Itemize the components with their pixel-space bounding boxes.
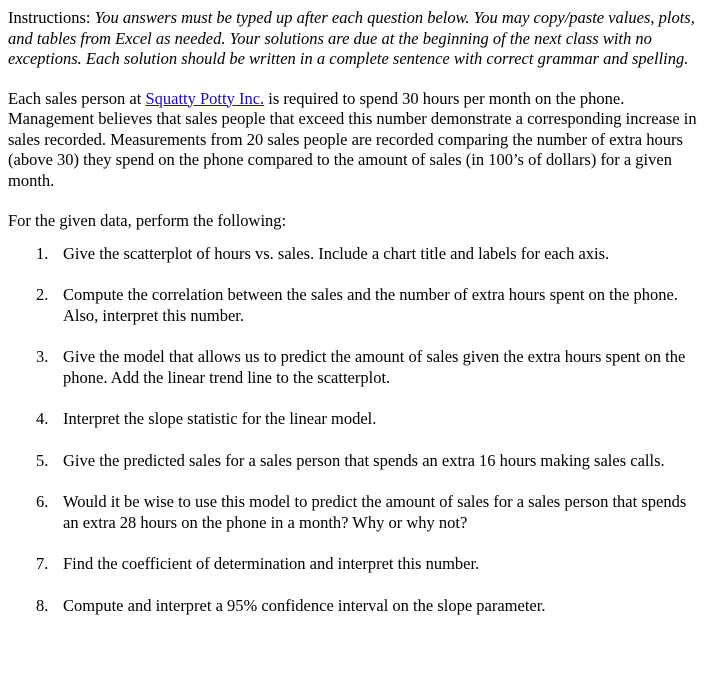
question-item-1 bbox=[8, 244, 702, 265]
question-number: 4. bbox=[36, 409, 49, 428]
company-link[interactable]: Squatty Potty Inc. bbox=[145, 88, 265, 108]
question-item-4 bbox=[8, 409, 702, 430]
question-item-5 bbox=[8, 451, 702, 472]
question-item-7 bbox=[8, 554, 702, 575]
question-text: Give the model that allows us to predict the amount of sales given the extra hours spent on the phone. Add the linear trend line to the scatterplot. bbox=[63, 347, 686, 387]
question-text: Find the coefficient of determination and interpret this number. bbox=[63, 554, 480, 573]
question-number: 8. bbox=[36, 595, 49, 615]
instructions-text: You answers must be typed up after each question below. You may copy/paste values, plots, and tables from Excel as needed. Your solutions are due at the beginning of the next class with no exceptions. Each solution should be written in a complete sentence with correct grammar and spelling. bbox=[8, 8, 695, 68]
question-number: 1. bbox=[36, 243, 49, 263]
lead-in-text: For the given data, perform the following: bbox=[8, 211, 287, 230]
question-text: Interpret the slope statistic for the linear model. bbox=[63, 409, 377, 428]
question-list bbox=[8, 244, 702, 617]
question-item-3 bbox=[8, 347, 702, 388]
question-number: 2. bbox=[36, 285, 49, 304]
question-number: 3. bbox=[36, 347, 49, 366]
scenario-text-after: is required to spend 30 hours per month on the phone. Management believes that sales people that exceed this number demonstrate a corresponding increase in sales recorded. Measurements from 20 sales people are recorded comparing the number of extra hours (above 30) they spend on the phone compared to the amount of sales (in 100’s of dollars) for a given month. bbox=[8, 88, 697, 190]
instructions-paragraph bbox=[8, 8, 702, 70]
scenario-paragraph bbox=[8, 89, 702, 192]
question-text: Would it be wise to use this model to predict the amount of sales for a sales person that spends an extra 28 hours on the phone in a month? Why or why not? bbox=[63, 492, 687, 532]
question-text: Compute the correlation between the sales and the number of extra hours spent on the phone. Also, interpret this number. bbox=[63, 285, 678, 325]
question-item-8 bbox=[8, 596, 702, 617]
question-number: 6. bbox=[36, 492, 49, 511]
question-number: 7. bbox=[36, 554, 49, 573]
question-text: Compute and interpret a 95% confidence interval on the slope parameter. bbox=[63, 595, 546, 615]
question-item-6 bbox=[8, 492, 702, 533]
question-number: 5. bbox=[36, 450, 49, 470]
scenario-text-before: Each sales person at bbox=[8, 88, 146, 108]
instructions-label: Instructions: bbox=[8, 8, 95, 27]
question-item-2 bbox=[8, 285, 702, 326]
question-text: Give the scatterplot of hours vs. sales. Include a chart title and labels for each axis. bbox=[63, 243, 610, 263]
question-text: Give the predicted sales for a sales person that spends an extra 16 hours making sales calls. bbox=[63, 450, 665, 470]
